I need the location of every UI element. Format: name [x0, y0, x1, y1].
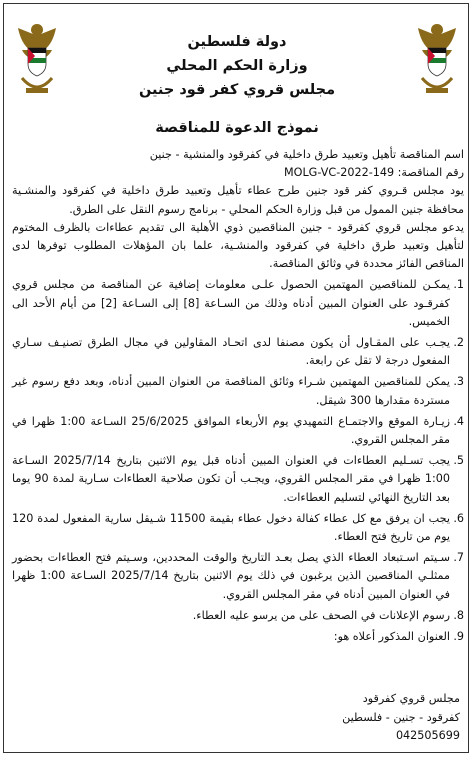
tender-name: اسم المناقصة تأهيل وتعبيد طرق داخلية في كفرقود والمنشية - جنين	[149, 148, 464, 161]
tender-invitation: يدعو مجلس قروي كفرقود - جنين المناقصين ذوي الأهلية الى تقديم عطاءات بالظرف المختوم لتأهيل وتعبيد طرق داخلية في كفرقود والمنشـية، علما بان المؤهلات المطلوب توفرها لدى المناقص الفائز محددة في وثائق المناقصة.	[12, 220, 464, 271]
list-item: 7. سـيتم اسـتبعاد العطاء الذي يصل بعـد التاريخ والوقت المحددين، وسـيتم فتح العطاءات بحضور ممثلـي المناقصين الذين يرغبون في ذلك يوم الاثنين بتاريخ 2025/7/14 السـاعة 1:00 ظهرا في العنوان المبين أدناه في مقر المجلس القروي.	[12, 551, 464, 601]
form-title: نموذج الدعوة للمناقصة	[155, 120, 319, 136]
list-item: 1. يمكـن للمناقصين المهتمين الحصول علـى معلومات إضافية عن المناقصة من مجلس قروي كفرقـود على العنوان المبين أدناه وذلك من السـاعة [8] إلى السـاعة [2] من أيام الأحد الى الخميس.	[12, 278, 464, 328]
list-item: 2. يجـب على المقـاول أن يكون مصنفا لدى اتحـاد المقاولين في مجال الطرق تصنيـف سـاري المفعول درجة لا تقل عن رابعة.	[12, 336, 464, 368]
address-block	[12, 690, 460, 746]
tender-body	[12, 146, 464, 649]
council-name: مجلس قروي كفر قود جنين	[138, 82, 336, 98]
tender-number: رقم المناقصة: MOLG-VC-2022-149	[283, 166, 464, 180]
list-item: 9. العنوان المذكور أعلاه هو:	[333, 630, 464, 644]
address-name: مجلس قروي كفرقود	[362, 692, 460, 705]
list-item: 5. يجب تسـليم العطاءات في العنوان المبين أدناه قبل يوم الاثنين بتاريخ 2025/7/14 السـاعة 1:00 ظهرا في مقر المجلس القروي، ويجـب أن تكون صلاحية العطاءات سـارية لمدة 90 يوما بعد التاريخ النهائي لتسليم العطاءات.	[12, 454, 464, 504]
list-item: 3. يمكن للمناقصين المهتمين شـراء وثائق المناقصة من العنوان المبين أدناه، وبعد دفع رسوم غير مستردة مقدارها 300 شيقل.	[12, 375, 464, 407]
ministry-name: وزارة الحكم المحلي	[166, 58, 308, 74]
address-phone: 042505699	[395, 729, 460, 742]
list-item: 8. رسوم الإعلانات في الصحف على من يرسو عليه العطاء.	[192, 608, 464, 622]
address-place: كفرقود - جنين - فلسطين	[342, 710, 460, 724]
state-name: دولة فلسطين	[187, 34, 287, 50]
list-item: 6. يجب ان يرفق مع كل عطاء كفالة دخول عطاء بقيمة 11500 شـيقل سارية المفعول لمدة 120 يوم من تاريخ فتح العطاء.	[12, 511, 464, 544]
list-item: 4. زيـارة الموقع والاجتمـاع التمهيدي يوم الأربعاء الموافق 25/6/2025 السـاعة 1:00 ظهرا في مقر المجلس القروي.	[12, 414, 464, 447]
tender-intro: يود مجلس قـروي كفر قود جنين طرح عطاء تأهيل وتعبيد طرق داخلية في كفرقود والمنشـية محافظة جنين الممول من قبل وزارة الحكم المحلي - برنامج رسوم النقل على الطرق.	[12, 184, 464, 216]
